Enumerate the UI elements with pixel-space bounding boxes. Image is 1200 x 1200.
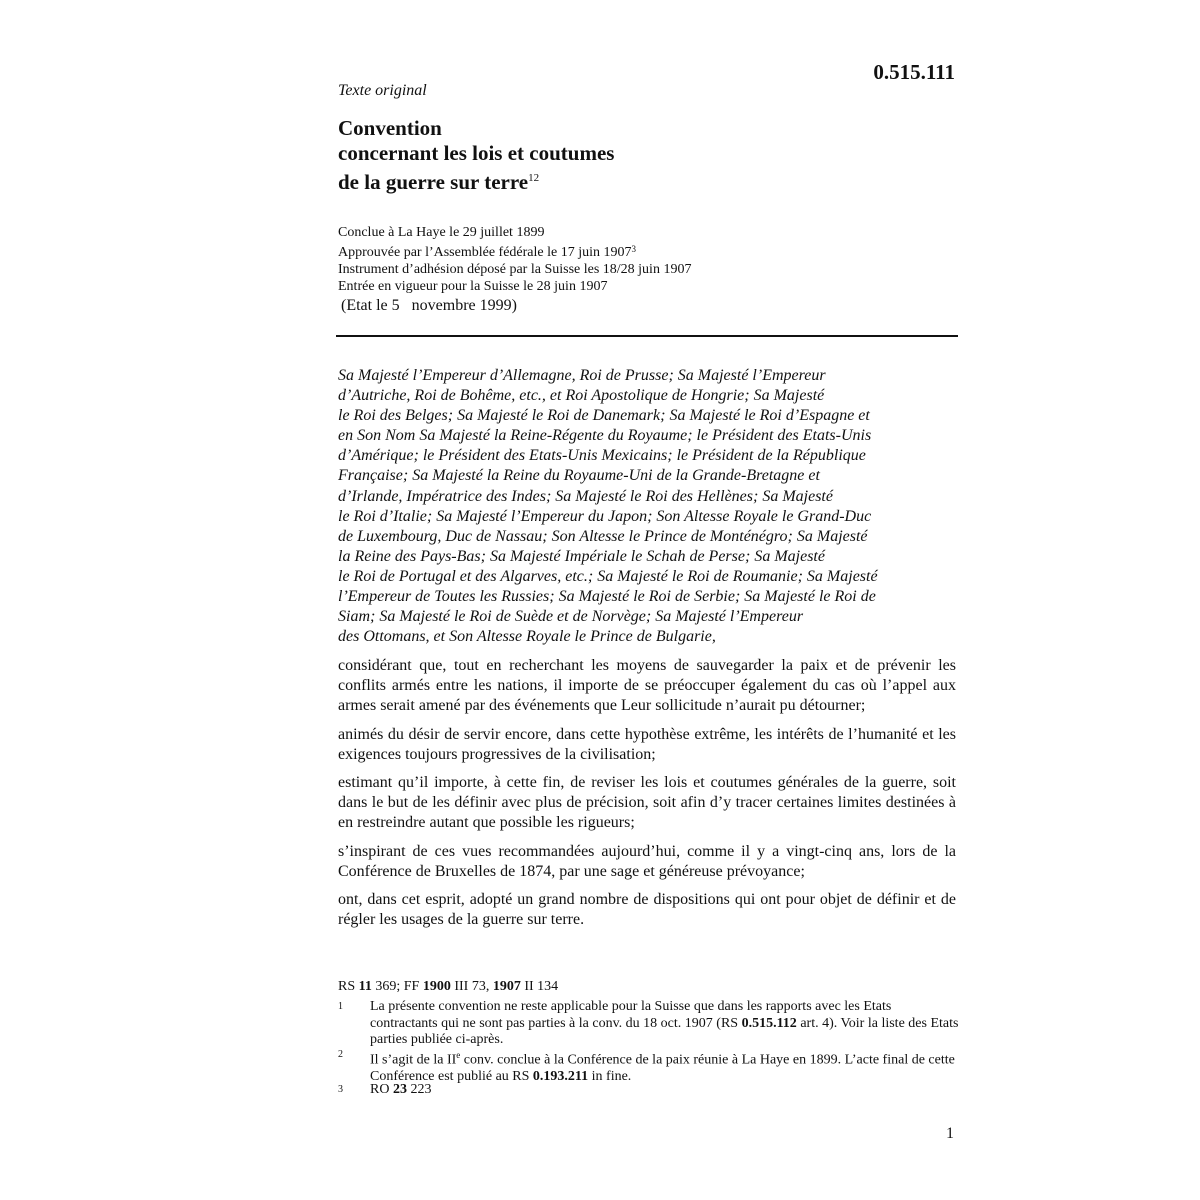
state-date: (Etat le 5 novembre 1999) (341, 297, 517, 314)
page-number: 1 (946, 1125, 954, 1142)
title-line-1: Convention (338, 116, 442, 140)
original-text-label: Texte original (338, 82, 427, 99)
document-title (338, 116, 614, 195)
recital-paragraph: ont, dans cet esprit, adopté un grand nombre de dispositions qui ont pour objet de définir et de régler les usages de la guerre sur terre. (338, 891, 956, 929)
preamble-line: Sa Majesté l’Empereur d’Allemagne, Roi de Prusse; Sa Majesté l’Empereur (338, 367, 826, 384)
preamble-line: de Luxembourg, Duc de Nassau; Son Altesse le Prince de Monténégro; Sa Majesté (338, 527, 868, 545)
footnote-text: RO 23 223 (370, 1082, 432, 1097)
document-metadata (338, 224, 691, 295)
preamble-line: le Roi des Belges; Sa Majesté le Roi de Danemark; Sa Majesté le Roi d’Espagne et (338, 407, 870, 425)
preamble-line: Siam; Sa Majesté le Roi de Suède et de Norvège; Sa Majesté l’Empereur (338, 608, 804, 626)
preamble-line: d’Amérique; le Président des Etats-Unis Mexicains; le Président de la République (338, 447, 866, 465)
rs-reference-link[interactable]: 0.193.211 (532, 1069, 589, 1085)
preamble-line: d’Irlande, Impératrice des Indes; Sa Majesté le Roi des Hellènes; Sa Majesté (338, 487, 833, 505)
rs-reference-link[interactable]: 0.515.112 (741, 1015, 797, 1031)
approved-line: Approuvée par l’Assemblée fédérale le 17 juin 1907$^3$ (338, 244, 637, 260)
title-line-2: concernant les lois et coutumes (338, 141, 615, 165)
recital-paragraph: considérant que, tout en recherchant les moyens de sauvegarder la paix et de prévenir les conflits armés entre les nations, il importe de se préoccuper également du cas où l’appel aux armes serait amené par des événements que Leur sollicitude n’aurait pu détourner; (338, 657, 956, 715)
preamble-line: la Reine des Pays-Bas; Sa Majesté Impériale le Schah de Perse; Sa Majesté (338, 547, 825, 565)
title-footnote-ref[interactable]: 12 (528, 172, 540, 184)
title-line-3: de la guerre sur terre (338, 170, 529, 194)
concluded-line: Conclue à La Haye le 29 juillet 1899 (338, 225, 545, 240)
preamble-line: le Roi de Portugal et des Algarves, etc.; Sa Majesté le Roi de Roumanie; Sa Majesté (338, 567, 878, 585)
footnote-number: 3 (338, 1084, 343, 1095)
preamble-line: d’Autriche, Roi de Bohême, etc., et Roi Apostolique de Hongrie; Sa Majesté (338, 387, 825, 405)
recitals (338, 656, 956, 938)
preamble-line: le Roi d’Italie; Sa Majesté l’Empereur du Japon; Son Altesse Royale le Grand-Duc (338, 507, 872, 525)
preamble-line: des Ottomans, et Son Altesse Royale le Prince de Bulgarie, (338, 628, 716, 646)
preamble-line: Française; Sa Majesté la Reine du Royaume-Uni de la Grande-Bretagne et (338, 467, 820, 485)
footnote-text: Il s’agit de la IIe conv. conclue à la Conférence de la paix réunie à La Haye en 1899. L’acte final de cette Conférence est publié au RS 0.193.211 in fine. (370, 1050, 955, 1085)
preamble-line: en Son Nom Sa Majesté la Reine-Régente du Royaume; le Président des Etats-Unis (338, 427, 872, 445)
document-number: 0.515.111 (873, 60, 955, 84)
recital-paragraph: s’inspirant de ces vues recommandées aujourd’hui, comme il y a vingt-cinq ans, lors de la Conférence de Bruxelles de 1874, par une sage et généreuse prévoyance; (338, 842, 956, 880)
footnote-text: La présente convention ne reste applicable pour la Suisse que dans les rapports avec les Etats contractants qui ne sont pas parties à la conv. du 18 oct. 1907 (RS 0.515.112 art. 4). Voir la liste des Etats parties publiée ci-après. (370, 999, 959, 1047)
preamble-line: l’Empereur de Toutes les Russies; Sa Majesté le Roi de Serbie; Sa Majesté le Roi de (338, 588, 876, 606)
recital-paragraph: estimant qu’il importe, à cette fin, de reviser les lois et coutumes générales de la guerre, soit dans le but de les définir avec plus de précision, soit afin d’y tracer certaines limites destinées à en restreindre autant que possible les rigueurs; (338, 774, 956, 832)
footnote-number: 2 (338, 1049, 343, 1060)
source-footnote: RS 11 369; FF 1900 III 73, 1907 II 134 (338, 979, 559, 994)
recital-paragraph: animés du désir de servir encore, dans cette hypothèse extrême, les intérêts de l’humanité et les exigences toujours progressives de la civilisation; (338, 725, 956, 763)
instrument-line: Instrument d’adhésion déposé par la Suisse les 18/28 juin 1907 (338, 262, 692, 277)
approved-footnote-ref[interactable]: 3 (631, 244, 637, 254)
preamble-sovereigns (338, 366, 954, 647)
ro-reference-link[interactable]: 23 (392, 1082, 407, 1097)
footnote-number: 1 (338, 1001, 343, 1012)
entry-into-force-line: Entrée en vigueur pour la Suisse le 28 juin 1907 (338, 279, 608, 294)
header-divider (336, 335, 958, 337)
